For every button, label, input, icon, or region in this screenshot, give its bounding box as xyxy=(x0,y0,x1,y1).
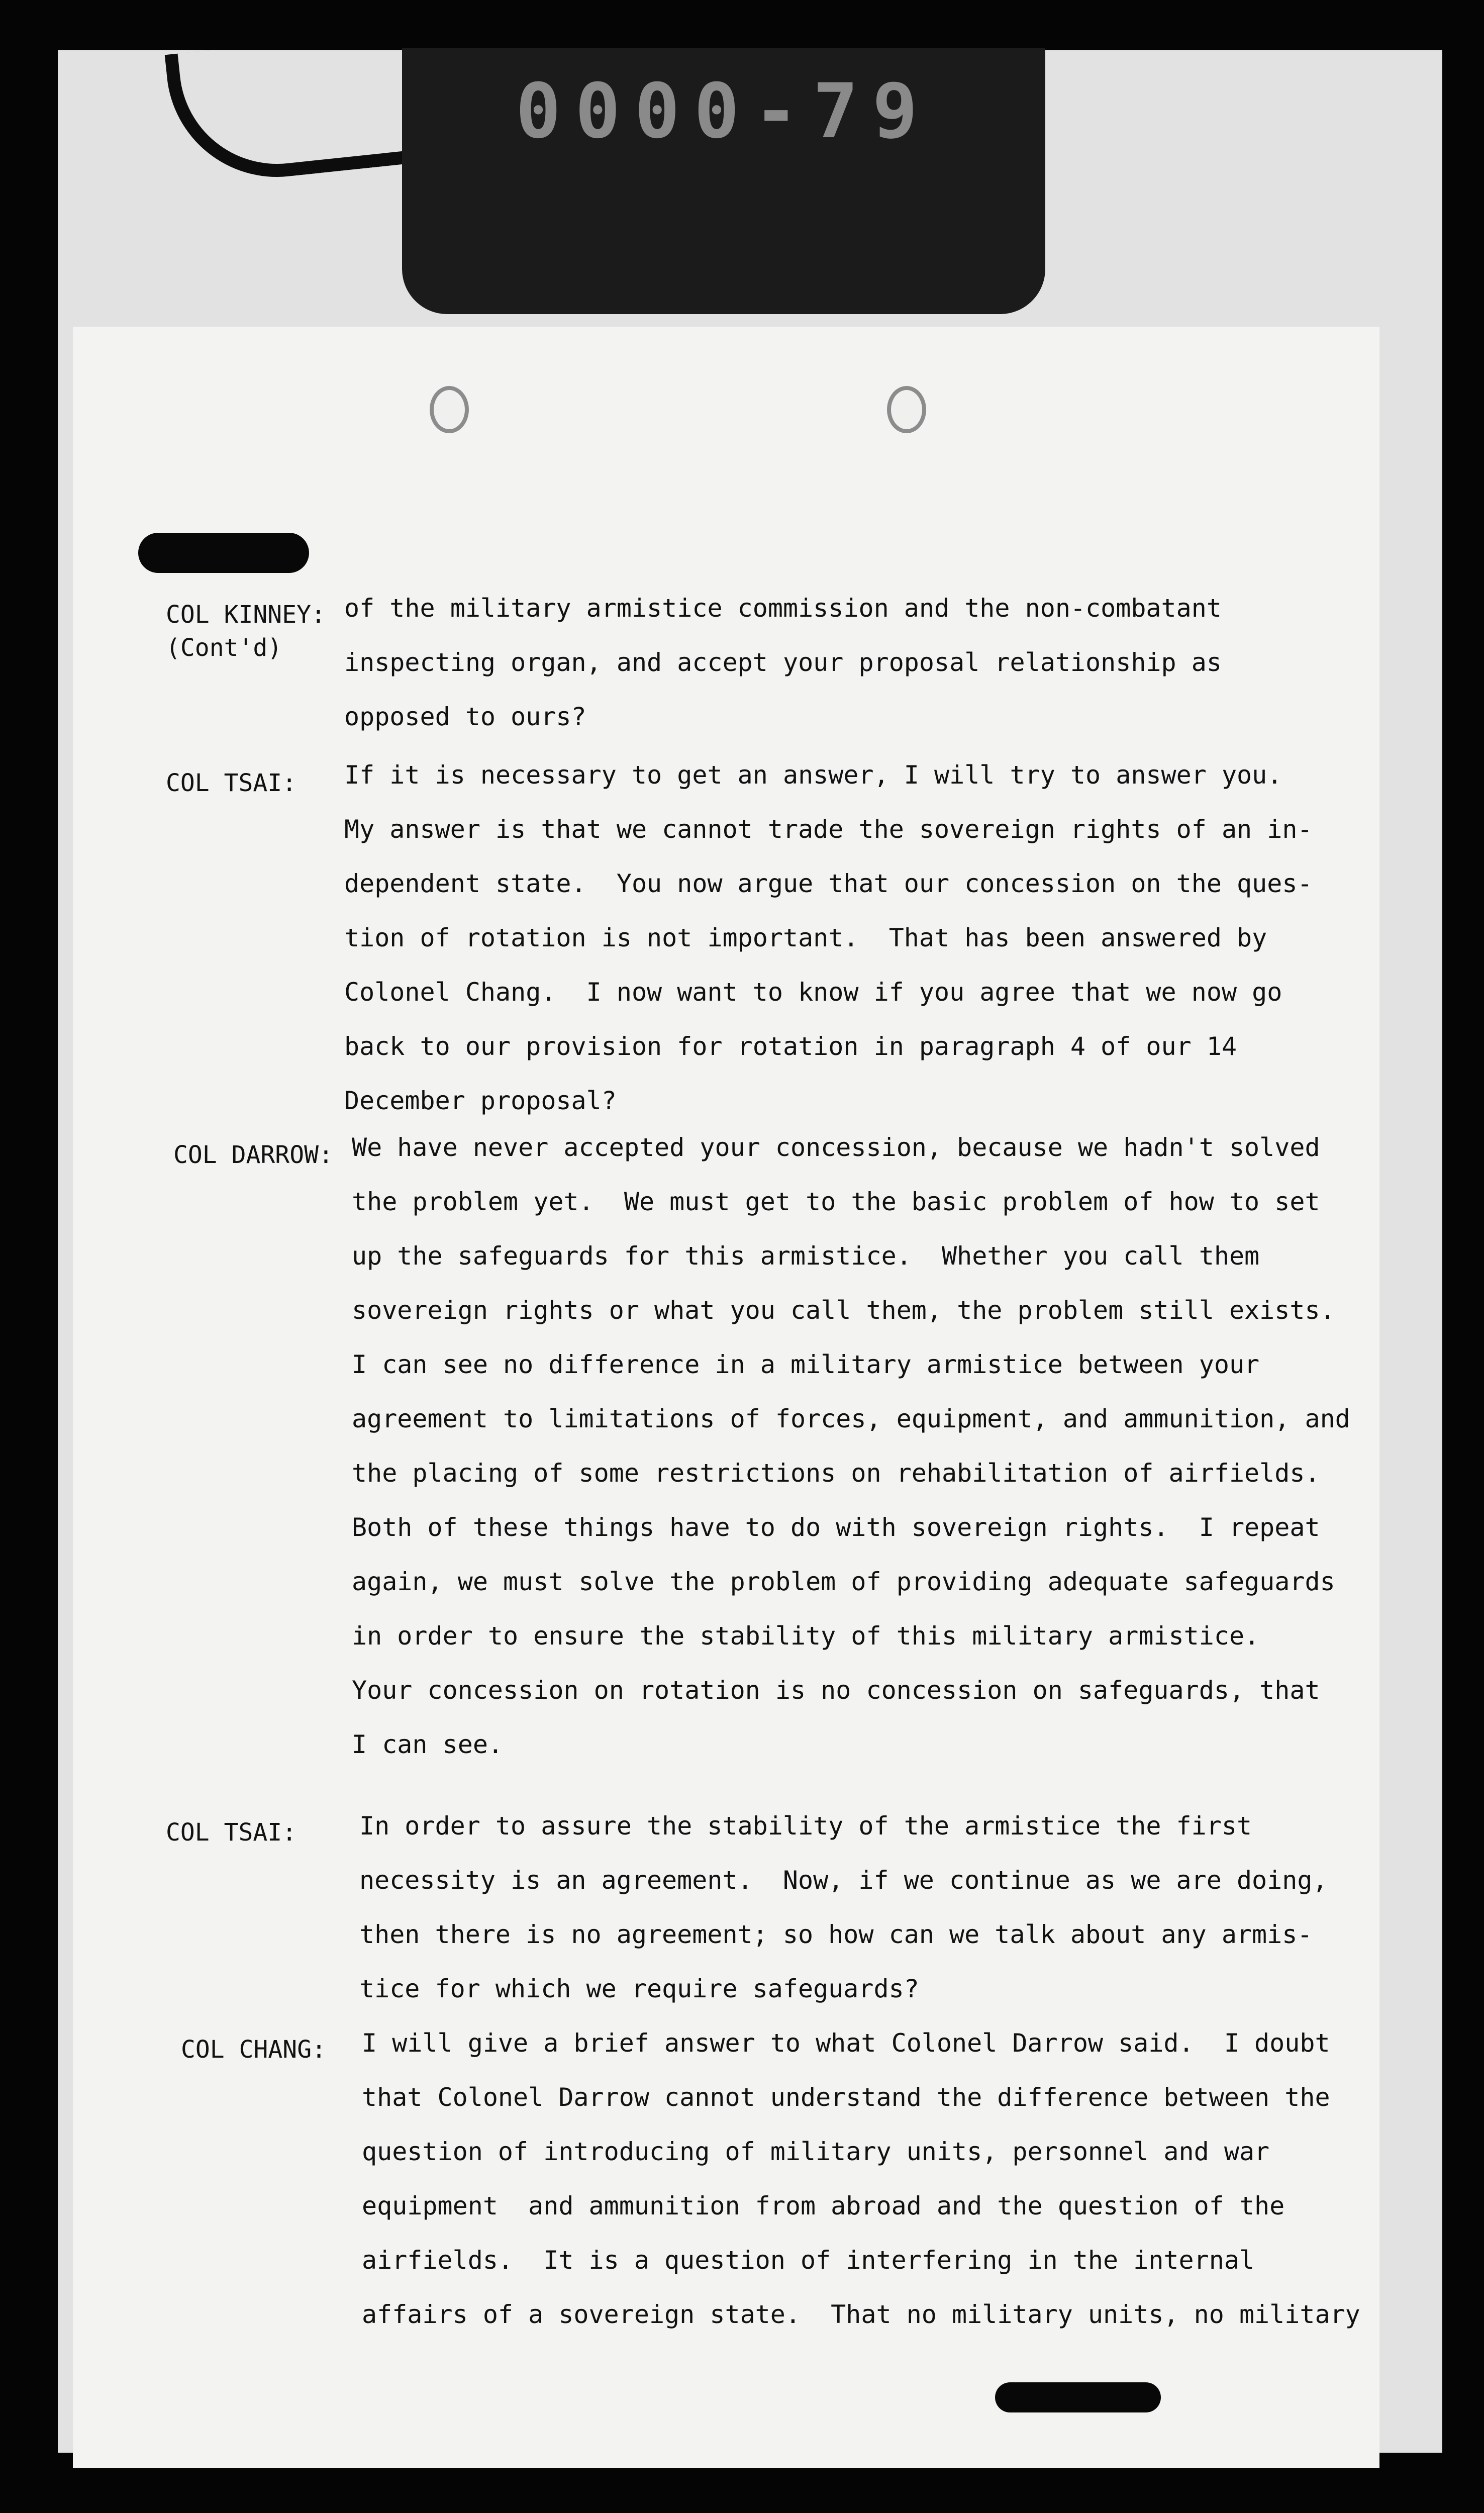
transcript-line: Colonel Chang. I now want to know if you agree that we now go xyxy=(344,978,1282,1007)
transcript-line: that Colonel Darrow cannot understand the difference between the xyxy=(362,2083,1330,2112)
transcript-line: Both of these things have to do with sovereign rights. I repeat xyxy=(352,1513,1320,1542)
speaker-label: COL KINNEY: (Cont'd) xyxy=(166,601,326,662)
transcript-line: inspecting organ, and accept your proposal relationship as xyxy=(344,648,1222,677)
transcript-line: In order to assure the stability of the armistice the first xyxy=(359,1811,1252,1841)
transcript-line: in order to ensure the stability of this military armistice. xyxy=(352,1621,1260,1651)
transcript-line: affairs of a sovereign state. That no military units, no military xyxy=(362,2300,1360,2329)
speaker-label: COL DARROW: xyxy=(173,1141,333,1169)
transcript-line: We have never accepted your concession, because we hadn't solved xyxy=(352,1133,1320,1162)
transcript-line: up the safeguards for this armistice. Whether you call them xyxy=(352,1241,1260,1271)
document-page xyxy=(73,327,1379,2468)
transcript-line: necessity is an agreement. Now, if we continue as we are doing, xyxy=(359,1866,1328,1895)
transcript-line: back to our provision for rotation in paragraph 4 of our 14 xyxy=(344,1032,1237,1061)
transcript-line: I can see. xyxy=(352,1730,504,1759)
redaction-mark-top xyxy=(138,533,309,573)
binder-clip xyxy=(402,48,1045,314)
speaker-label: COL TSAI: xyxy=(166,769,297,797)
transcript-line: again, we must solve the problem of providing adequate safeguards xyxy=(352,1567,1335,1596)
transcript-line: My answer is that we cannot trade the sovereign rights of an in- xyxy=(344,815,1313,844)
speaker-label: COL CHANG: xyxy=(181,2036,326,2064)
transcript-line: dependent state. You now argue that our concession on the ques- xyxy=(344,869,1313,898)
transcript-line: If it is necessary to get an answer, I will try to answer you. xyxy=(344,760,1282,790)
transcript-line: Your concession on rotation is no concession on safeguards, that xyxy=(352,1676,1320,1705)
transcript-line: airfields. It is a question of interfering in the internal xyxy=(362,2246,1255,2275)
transcript-line: I will give a brief answer to what Colonel Darrow said. I doubt xyxy=(362,2028,1330,2058)
transcript-line: agreement to limitations of forces, equipment, and ammunition, and xyxy=(352,1404,1350,1433)
redaction-mark-bottom xyxy=(995,2382,1161,2412)
clip-frame-number: 0000-79 xyxy=(515,68,932,155)
punch-hole-right xyxy=(887,386,926,433)
transcript-line: tion of rotation is not important. That has been answered by xyxy=(344,923,1267,952)
transcript-line: of the military armistice commission and the non-combatant xyxy=(344,594,1222,623)
transcript-line: sovereign rights or what you call them, the problem still exists. xyxy=(352,1296,1335,1325)
speaker-label: COL TSAI: xyxy=(166,1818,297,1847)
transcript-line: equipment and ammunition from abroad and the question of the xyxy=(362,2191,1285,2220)
transcript-line: I can see no difference in a military armistice between your xyxy=(352,1350,1260,1379)
transcript-line: the problem yet. We must get to the basic problem of how to set xyxy=(352,1187,1320,1216)
transcript-line: then there is no agreement; so how can we talk about any armis- xyxy=(359,1920,1313,1949)
transcript-line: opposed to ours? xyxy=(344,702,586,731)
transcript-line: December proposal? xyxy=(344,1086,617,1115)
transcript-line: question of introducing of military units, personnel and war xyxy=(362,2137,1270,2166)
transcript-line: tice for which we require safeguards? xyxy=(359,1974,919,2003)
punch-hole-left xyxy=(430,386,469,433)
transcript-line: the placing of some restrictions on rehabilitation of airfields. xyxy=(352,1459,1320,1488)
